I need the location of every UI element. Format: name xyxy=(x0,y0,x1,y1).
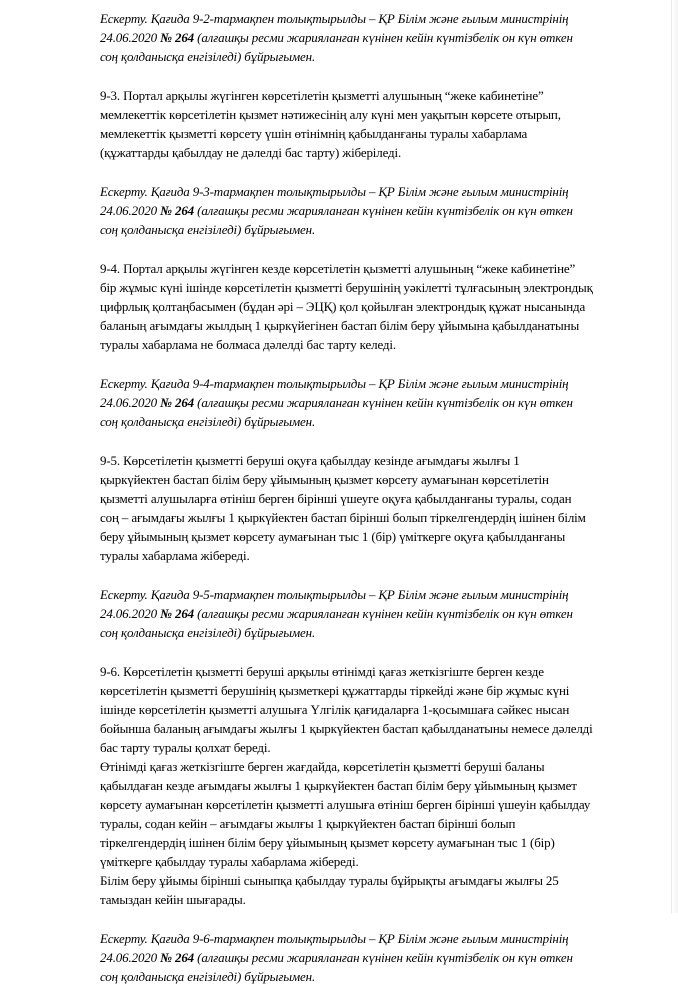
page-edge-scroll-gutter xyxy=(671,0,678,913)
para-line: 9-5. Көрсетілетін қызметті беруші оқуға қабылдау кезінде ағымдағы жылғы 1 xyxy=(100,453,520,468)
para-line: үміткерге қабылдау туралы хабарлама жібереді. xyxy=(100,854,359,869)
para-line: бойынша баланың ағымдағы жылғы 1 қыркүйектен бастап қабылданатыны немесе дәлелді xyxy=(100,721,593,736)
para-line: 9-3. Портал арқылы жүгінген көрсетілетін қызметті алушының “жеке кабинетіне” xyxy=(100,88,544,103)
paragraph-9-6 xyxy=(100,662,660,909)
para-line: қыркүйектен бастап білім беру ұйымының қызмет көрсету аумағынан көрсетілетін xyxy=(100,472,549,487)
note-number: № 264 xyxy=(160,203,195,218)
para-line: ішінде көрсетілетін қызметті алушыға Үлгілік қағидаларға 1-қосымшаға сәйкес нысан xyxy=(100,702,570,717)
note-line: Ескерту. Қағида 9-2-тармақпен толықтырылды – ҚР Білім және ғылым министрінің xyxy=(100,11,569,26)
amendment-note-9-6 xyxy=(100,929,660,986)
para-line: Өтінімді қағаз жеткізгіште берген жағдайда, көрсетілетін қызметті беруші баланы xyxy=(100,759,545,774)
para-line: мемлекеттік қызметті көрсету үшін өтінімнің қабылданғаны туралы хабарлама xyxy=(100,126,528,141)
para-line: туралы хабарлама не болмаса дәлелді бас тарту келеді. xyxy=(100,337,396,352)
note-date: 24.06.2020 xyxy=(100,395,158,410)
para-line: қызметті алушыларға өтініш берген бірінші үшеуге оқуға қабылданғаны туралы, содан xyxy=(100,491,572,506)
note-number: № 264 xyxy=(160,30,195,45)
note-line: соң қолданысқа енгізіледі) бұйрығымен. xyxy=(100,969,316,984)
amendment-note-9-2 xyxy=(100,9,660,66)
note-text: (алғашқы ресми жарияланған күнінен кейін күнтізбелік он күн өткен xyxy=(197,203,573,218)
note-text: (алғашқы ресми жарияланған күнінен кейін күнтізбелік он күн өткен xyxy=(197,30,573,45)
paragraph-9-5 xyxy=(100,451,660,565)
para-line: бір жұмыс күні ішінде көрсетілетін қызметті берушінің уәкілетті тұлғасының электрондық xyxy=(100,280,593,295)
note-line: Ескерту. Қағида 9-5-тармақпен толықтырылды – ҚР Білім және ғылым министрінің xyxy=(100,587,569,602)
para-line: туралы, содан кейін – ағымдағы жылғы 1 қыркүйектен бастап бірінші болып xyxy=(100,816,516,831)
note-number: № 264 xyxy=(160,395,195,410)
note-text: (алғашқы ресми жарияланған күнінен кейін күнтізбелік он күн өткен xyxy=(197,950,573,965)
amendment-note-9-4 xyxy=(100,374,660,431)
para-line: бас тарту туралы қолхат береді. xyxy=(100,740,271,755)
para-line: цифрлық қолтаңбасымен (бұдан әрі – ЭЦҚ) қол қойылған электрондық құжат нысанында xyxy=(100,299,586,314)
note-line: соң қолданысқа енгізіледі) бұйрығымен. xyxy=(100,49,316,64)
note-line: соң қолданысқа енгізіледі) бұйрығымен. xyxy=(100,414,316,429)
note-line: Ескерту. Қағида 9-4-тармақпен толықтырылды – ҚР Білім және ғылым министрінің xyxy=(100,376,569,391)
note-date: 24.06.2020 xyxy=(100,606,158,621)
note-line xyxy=(100,948,660,967)
note-date: 24.06.2020 xyxy=(100,203,158,218)
para-line: (құжаттарды қабылдау не дәлелді бас тарту) жіберіледі. xyxy=(100,145,402,160)
para-line: қабылдаған кезде ағымдағы жылғы 1 қыркүйектен бастап білім беру ұйымының қызмет xyxy=(100,778,577,793)
para-line: 9-6. Көрсетілетін қызметті беруші арқылы өтінімді қағаз жеткізгіште берген кезде xyxy=(100,664,544,679)
note-line xyxy=(100,201,660,220)
amendment-note-9-3 xyxy=(100,182,660,239)
document-page xyxy=(100,9,660,986)
amendment-note-9-5 xyxy=(100,585,660,642)
para-line: туралы хабарлама жібереді. xyxy=(100,548,250,563)
note-number: № 264 xyxy=(160,606,195,621)
note-line xyxy=(100,393,660,412)
note-line: соң қолданысқа енгізіледі) бұйрығымен. xyxy=(100,625,316,640)
para-line: тамыздан кейін шығарады. xyxy=(100,892,246,907)
note-line xyxy=(100,28,660,47)
note-date: 24.06.2020 xyxy=(100,950,158,965)
para-line: баланың ағымдағы жылдың 1 қыркүйегінен бастап білім беру ұйымына қабылданатыны xyxy=(100,318,580,333)
para-line: беру ұйымының қызмет көрсету аумағынан тыс 1 (бір) үміткерге оқуға қабылданғаны xyxy=(100,529,566,544)
para-line: көрсету аумағынан көрсетілетін қызметті алушыға өтініш берген бірінші үшеуін қабылдау xyxy=(100,797,591,812)
para-line: Білім беру ұйымы бірінші сыныпқа қабылдау туралы бұйрықты ағымдағы жылғы 25 xyxy=(100,873,559,888)
note-line: Ескерту. Қағида 9-3-тармақпен толықтырылды – ҚР Білім және ғылым министрінің xyxy=(100,184,569,199)
para-line: мемлекеттік көрсетілетін қызмет нәтижесінің алу күні мен уақытын көрсете отырып, xyxy=(100,107,561,122)
note-text: (алғашқы ресми жарияланған күнінен кейін күнтізбелік он күн өткен xyxy=(197,606,573,621)
paragraph-9-3 xyxy=(100,86,660,162)
para-line: соң – ағымдағы жылғы 1 қыркүйектен бастап бірінші болып тіркелгендердің ішінен білім xyxy=(100,510,586,525)
paragraph-9-4 xyxy=(100,259,660,354)
note-line: Ескерту. Қағида 9-6-тармақпен толықтырылды – ҚР Білім және ғылым министрінің xyxy=(100,931,569,946)
para-line: көрсетілетін қызметті берушінің қызметкері құжаттарды тіркейді және бір жұмыс күні xyxy=(100,683,570,698)
note-line: соң қолданысқа енгізіледі) бұйрығымен. xyxy=(100,222,316,237)
para-line: 9-4. Портал арқылы жүгінген кезде көрсетілетін қызметті алушының “жеке кабинетіне” xyxy=(100,261,576,276)
note-line xyxy=(100,604,660,623)
note-date: 24.06.2020 xyxy=(100,30,158,45)
para-line: тіркелгендердің ішінен білім беру ұйымының қызмет көрсету аумағынан тыс 1 (бір) xyxy=(100,835,555,850)
note-number: № 264 xyxy=(160,950,195,965)
note-text: (алғашқы ресми жарияланған күнінен кейін күнтізбелік он күн өткен xyxy=(197,395,573,410)
